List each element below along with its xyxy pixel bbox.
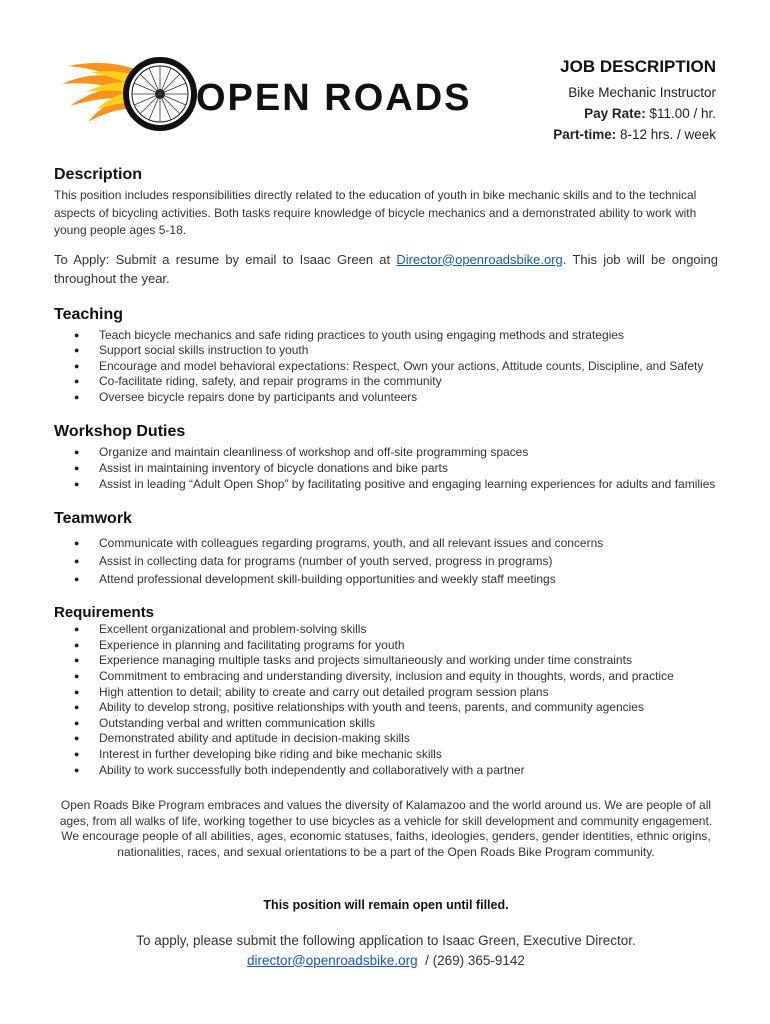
- page-title: JOB DESCRIPTION: [560, 57, 716, 76]
- list-item: ● Excellent organizational and problem-solving skills: [54, 622, 718, 638]
- pay-rate-label: Pay Rate:: [584, 106, 646, 121]
- job-content: [54, 166, 718, 971]
- list-item: ● High attention to detail; ability to create and carry out detailed program session plans: [54, 685, 718, 701]
- apply-email-link[interactable]: Director@openroadsbike.org: [396, 251, 563, 267]
- list-item: ● Assist in maintaining inventory of bicycle donations and bike parts: [54, 461, 718, 477]
- list-item: ● Ability to develop strong, positive relationships with youth and teens, parents, and community agencies: [54, 700, 718, 716]
- list-item: ● Commitment to embracing and understanding diversity, inclusion and equity in thoughts, words, and practice: [54, 669, 718, 685]
- teamwork-list: [54, 534, 718, 588]
- job-header: [553, 57, 716, 145]
- teamwork-section: [54, 510, 718, 588]
- teaching-list: [54, 328, 718, 406]
- list-item: ● Experience managing multiple tasks and projects simultaneously and working under time constraints: [54, 653, 718, 669]
- list-item: ● Support social skills instruction to youth: [54, 343, 718, 359]
- list-item: ● Outstanding verbal and written communication skills: [54, 716, 718, 732]
- requirements-heading: Requirements: [54, 604, 155, 622]
- workshop-list: [54, 445, 718, 492]
- teamwork-heading: Teamwork: [54, 510, 132, 528]
- open-roads-logo: [60, 50, 472, 134]
- list-item: ● Co-facilitate riding, safety, and repair programs in the community: [54, 374, 718, 390]
- part-time-label: Part-time:: [553, 127, 617, 142]
- description-text: This position includes responsibilities directly related to the education of youth in bike mechanic skills and to the technical aspects of bicycling activities. Both tasks require knowledge of bicycle mechanics and a demonstrated ability to work with young people ages 5-18.: [54, 188, 697, 237]
- diversity-statement: Open Roads Bike Program embraces and values the diversity of Kalamazoo and the world around us. We are people of all ages, from all walks of life, working together to use bicycles as a vehicle for skill development and community engagement. We encourage people of all abilities, ages, economic statuses, faiths, ideologies, genders, gender identities, ethnic origins, nationalities, races, and sexual orientations to be a part of the Open Roads Bike Program community.: [59, 798, 713, 859]
- final-apply: [54, 931, 718, 971]
- logo-graphic: [60, 50, 472, 134]
- description-section: [54, 166, 718, 288]
- workshop-heading: Workshop Duties: [54, 423, 186, 441]
- apply-prefix: To Apply: Submit a resume by email to Isaac Green at: [54, 251, 397, 267]
- open-notice: This position will remain open until filled.: [263, 897, 509, 912]
- list-item: ● Teach bicycle mechanics and safe riding practices to youth using engaging methods and strategies: [54, 328, 718, 344]
- list-item: ● Experience in planning and facilitating programs for youth: [54, 638, 718, 654]
- bike-wheel-icon: [126, 60, 194, 128]
- requirements-list: [54, 622, 718, 778]
- teaching-heading: Teaching: [54, 305, 124, 323]
- pay-rate-value: $11.00 / hr.: [645, 106, 716, 121]
- apply-paragraph: [54, 250, 718, 288]
- description-heading: Description: [54, 166, 143, 183]
- part-time: [553, 124, 716, 145]
- final-apply-text: To apply, please submit the following application to Isaac Green, Executive Director.: [136, 932, 636, 948]
- list-item: ● Interest in further developing bike riding and bike mechanic skills: [54, 747, 718, 763]
- phone-number: / (269) 365-9142: [425, 952, 525, 968]
- apply-suffix: . This job will be ongoing throughout the year.: [54, 251, 719, 286]
- list-item: ● Assist in leading “Adult Open Shop” by facilitating positive and engaging learning experiences for adults and families: [54, 477, 718, 493]
- pay-rate: [553, 103, 716, 124]
- logo-text: OPEN ROADS: [196, 77, 472, 119]
- teaching-section: [54, 306, 718, 406]
- list-item: ● Ability to work successfully both independently and collaboratively with a partner: [54, 763, 718, 779]
- list-item: ● Organize and maintain cleanliness of workshop and off-site programming spaces: [54, 445, 718, 461]
- director-email-link[interactable]: director@openroadsbike.org: [247, 952, 418, 968]
- final-contact: [54, 951, 718, 971]
- part-time-value: 8-12 hrs. / week: [616, 127, 716, 142]
- workshop-section: [54, 423, 718, 492]
- list-item: ● Communicate with colleagues regarding programs, youth, and all relevant issues and concerns: [54, 534, 718, 552]
- list-item: ● Attend professional development skill-building opportunities and weekly staff meetings: [54, 570, 718, 588]
- requirements-section: [54, 604, 718, 778]
- list-item: ● Encourage and model behavioral expectations: Respect, Own your actions, Attitude counts, Discipline, and Safety: [54, 359, 718, 375]
- list-item: ● Oversee bicycle repairs done by participants and volunteers: [54, 390, 718, 406]
- list-item: ● Demonstrated ability and aptitude in decision-making skills: [54, 731, 718, 747]
- list-item: ● Assist in collecting data for programs (number of youth served, progress in programs): [54, 552, 718, 570]
- position-title: Bike Mechanic Instructor: [568, 85, 716, 100]
